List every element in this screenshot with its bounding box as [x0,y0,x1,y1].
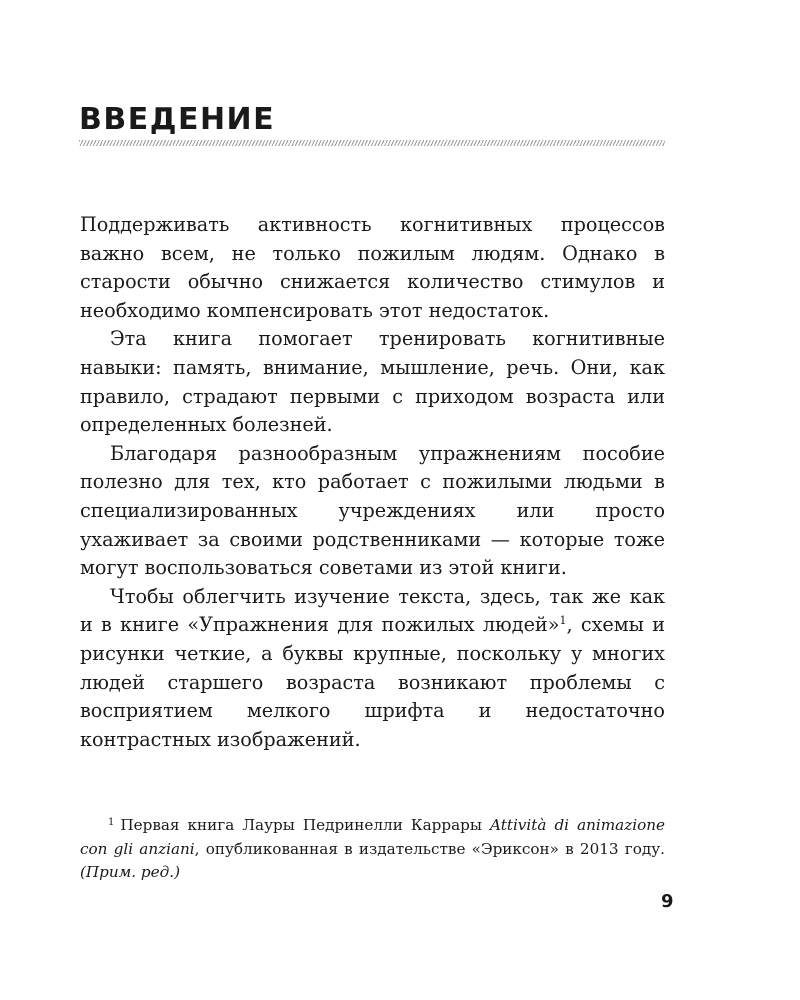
footnote-editor-note: (Прим. ред.) [80,863,181,882]
footnote-text-before: Первая книга Лауры Педринелли Каррары [120,816,491,835]
paragraph-4-text-after: , схемы и рисунки четкие, а буквы крупные, поскольку у многих людей старшего возраста возникают проблемы с восприятием мелкого шрифта и недостаточно контрастных изображений. [80,613,665,751]
main-text [80,211,665,754]
paragraph-2: Эта книга помогает тренировать когнитивные навыки: память, внимание, мышление, речь. Они, как правило, страдают первыми с приходом возраста или определенных болезней. [80,327,665,437]
title-divider [79,140,665,146]
footnote-text-middle: , опубликованная в издательстве «Эриксон» в 2013 году. [194,839,665,858]
footnote-book-title: Attività di animazione con gli anziani [80,816,665,858]
paragraph-3: Благодаря разнообразным упражнениям пособие полезно для тех, кто работает с пожилыми людьми в специализированных учреждениях или просто ухаживает за своими родственниками — которые тоже могут воспользоваться советами из этой книги. [80,441,665,580]
paragraph-4 [80,583,665,755]
footnote-reference[interactable]: 1 [559,614,567,628]
footnote-marker: 1 [108,817,115,829]
chapter-title: ВВЕДЕНИЕ [79,102,276,137]
page-number: 9 [661,891,674,912]
footnote [80,814,665,885]
paragraph-1: Поддерживать активность когнитивных процессов важно всем, не только пожилым людям. Однако в старости обычно снижается количество стимулов и необходимо компенсировать этот недостаток. [80,213,665,322]
paragraph-4-text-before: Чтобы облегчить изучение текста, здесь, так же как и в книге «Упражнения для пожилых людей» [80,584,665,637]
